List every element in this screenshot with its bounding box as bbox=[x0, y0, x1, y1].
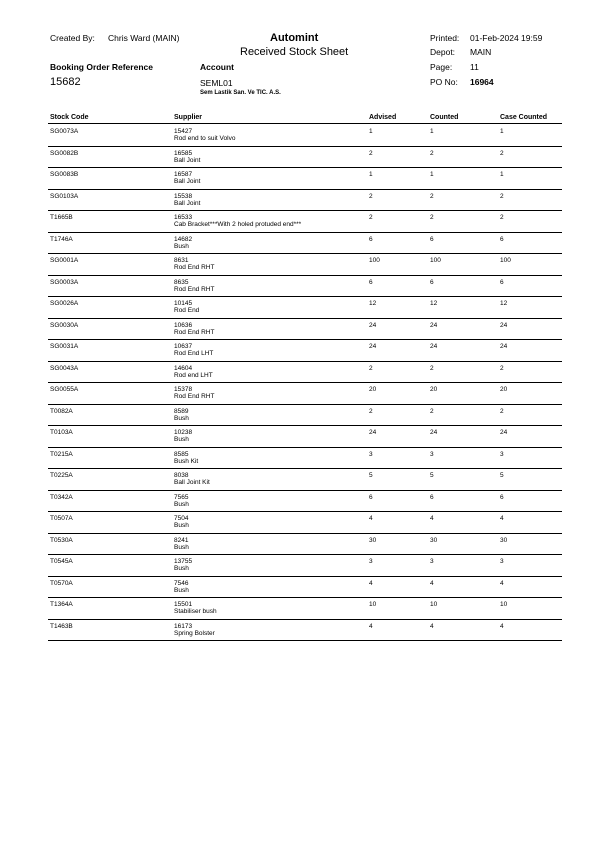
stock-code-cell: SG0073A bbox=[50, 128, 79, 135]
counted-cell: 2 bbox=[430, 364, 434, 372]
column-header-advised: Advised bbox=[369, 114, 397, 121]
table-row bbox=[0, 620, 595, 642]
table-row bbox=[0, 168, 595, 190]
item-description-cell: Rod End RHT bbox=[174, 328, 215, 336]
counted-cell: 4 bbox=[430, 622, 434, 630]
stock-code-cell: SG0103A bbox=[50, 192, 79, 200]
depot-label: Depot: bbox=[430, 47, 456, 57]
item-description-cell: Rod End bbox=[174, 307, 200, 314]
advised-cell: 4 bbox=[369, 515, 373, 522]
stock-code-cell: SG0030A bbox=[50, 321, 79, 329]
column-header-counted: Counted bbox=[430, 114, 459, 121]
stock-code-cell: SG0043A bbox=[50, 364, 79, 372]
advised-cell: 4 bbox=[369, 622, 373, 630]
item-description-cell: Rod End RHT bbox=[174, 393, 215, 400]
item-description-cell: Spring Bolster bbox=[174, 629, 215, 637]
case-counted-cell: 3 bbox=[500, 558, 504, 565]
counted-cell: 2 bbox=[430, 214, 434, 221]
advised-cell: 20 bbox=[369, 386, 377, 393]
table-row bbox=[0, 448, 595, 470]
supplier-code-cell: 8038 bbox=[174, 472, 189, 479]
table-row bbox=[0, 577, 595, 599]
item-description-cell: Bush bbox=[174, 522, 189, 529]
supplier-code-cell: 13755 bbox=[174, 558, 193, 565]
case-counted-cell: 4 bbox=[500, 579, 504, 587]
supplier-code-cell: 10145 bbox=[174, 300, 193, 307]
counted-cell: 6 bbox=[430, 278, 434, 286]
supplier-code-cell: 8585 bbox=[174, 450, 189, 458]
report-title: Received Stock Sheet bbox=[240, 46, 349, 58]
supplier-code-cell: 15538 bbox=[174, 192, 193, 200]
supplier-code-cell: 14604 bbox=[174, 364, 193, 372]
case-counted-cell: 2 bbox=[500, 192, 504, 200]
advised-cell: 2 bbox=[369, 192, 373, 200]
table-row bbox=[0, 319, 595, 341]
case-counted-cell: 24 bbox=[500, 429, 508, 436]
counted-cell: 20 bbox=[430, 386, 438, 393]
page-number: 11 bbox=[470, 62, 479, 72]
table-row bbox=[0, 512, 595, 534]
stock-code-cell: T0530A bbox=[50, 536, 73, 544]
supplier-code-cell: 8635 bbox=[174, 278, 189, 286]
item-description-cell: Bush bbox=[174, 500, 189, 508]
supplier-code-cell: 15427 bbox=[174, 128, 193, 135]
advised-cell: 6 bbox=[369, 278, 373, 286]
case-counted-cell: 3 bbox=[500, 450, 504, 458]
advised-cell: 12 bbox=[369, 300, 377, 307]
item-description-cell: Rod End LHT bbox=[174, 350, 214, 357]
stock-code-cell: T1364A bbox=[50, 601, 73, 608]
account-label: Account bbox=[200, 62, 234, 72]
stock-code-cell: T0215A bbox=[50, 450, 73, 458]
supplier-code-cell: 16533 bbox=[174, 214, 193, 221]
case-counted-cell: 1 bbox=[500, 171, 504, 178]
stock-code-cell: T0082A bbox=[50, 407, 73, 415]
column-header-supplier: Supplier bbox=[174, 114, 203, 121]
table-row bbox=[0, 426, 595, 448]
advised-cell: 100 bbox=[369, 257, 380, 264]
advised-cell: 30 bbox=[369, 536, 377, 544]
case-counted-cell: 2 bbox=[500, 364, 504, 372]
table-row bbox=[0, 254, 595, 276]
column-header-stock-code: Stock Code bbox=[50, 114, 89, 121]
account-name: Sem Lastik San. Ve TIC. A.S. bbox=[200, 90, 281, 96]
booking-order-reference: 15682 bbox=[50, 76, 81, 88]
supplier-code-cell: 10637 bbox=[174, 343, 193, 350]
item-description-cell: Rod end to suit Volvo bbox=[174, 135, 236, 142]
booking-order-label: Booking Order Reference bbox=[50, 62, 153, 72]
stock-code-cell: SG0003A bbox=[50, 278, 79, 286]
table-row bbox=[0, 405, 595, 427]
supplier-code-cell: 8589 bbox=[174, 407, 189, 415]
counted-cell: 3 bbox=[430, 450, 434, 458]
case-counted-cell: 6 bbox=[500, 278, 504, 286]
stock-code-cell: T1746A bbox=[50, 235, 73, 243]
stock-code-cell: SG0055A bbox=[50, 386, 79, 393]
counted-cell: 4 bbox=[430, 515, 434, 522]
item-description-cell: Bush bbox=[174, 565, 189, 572]
case-counted-cell: 5 bbox=[500, 472, 504, 479]
counted-cell: 4 bbox=[430, 579, 434, 587]
item-description-cell: Bush bbox=[174, 436, 189, 443]
item-description-cell: Bush Kit bbox=[174, 457, 199, 465]
supplier-code-cell: 7565 bbox=[174, 493, 189, 501]
case-counted-cell: 1 bbox=[500, 128, 504, 135]
item-description-cell: Bush bbox=[174, 242, 189, 250]
counted-cell: 2 bbox=[430, 192, 434, 200]
table-row bbox=[0, 276, 595, 298]
case-counted-cell: 4 bbox=[500, 622, 504, 630]
stock-code-cell: SG0082B bbox=[50, 149, 79, 157]
advised-cell: 10 bbox=[369, 601, 377, 608]
stock-code-cell: SG0083B bbox=[50, 171, 79, 178]
case-counted-cell: 2 bbox=[500, 407, 504, 415]
row-divider bbox=[48, 640, 562, 641]
advised-cell: 5 bbox=[369, 472, 373, 479]
po-label: PO No: bbox=[430, 77, 458, 87]
case-counted-cell: 12 bbox=[500, 300, 508, 307]
table-row bbox=[0, 362, 595, 384]
counted-cell: 5 bbox=[430, 472, 434, 479]
table-row bbox=[0, 383, 595, 405]
counted-cell: 12 bbox=[430, 300, 438, 307]
supplier-code-cell: 16587 bbox=[174, 171, 193, 178]
header-rule bbox=[48, 123, 562, 124]
item-description-cell: Bush bbox=[174, 414, 189, 422]
stock-code-cell: SG0026A bbox=[50, 300, 79, 307]
table-row bbox=[0, 534, 595, 556]
supplier-code-cell: 10636 bbox=[174, 321, 193, 329]
counted-cell: 6 bbox=[430, 493, 434, 501]
case-counted-cell: 30 bbox=[500, 536, 508, 544]
account-code: SEML01 bbox=[200, 78, 233, 88]
item-description-cell: Cab Bracket***With 2 holed protuded end*** bbox=[174, 221, 302, 228]
case-counted-cell: 100 bbox=[500, 257, 511, 264]
advised-cell: 24 bbox=[369, 321, 377, 329]
counted-cell: 1 bbox=[430, 128, 434, 135]
case-counted-cell: 6 bbox=[500, 493, 504, 501]
created-by-value: Chris Ward (MAIN) bbox=[108, 33, 180, 43]
stock-code-cell: T0570A bbox=[50, 579, 73, 587]
table-row bbox=[0, 147, 595, 169]
advised-cell: 3 bbox=[369, 450, 373, 458]
stock-code-cell: T0225A bbox=[50, 472, 73, 479]
counted-cell: 100 bbox=[430, 257, 441, 264]
item-description-cell: Ball Joint bbox=[174, 156, 201, 164]
stock-code-cell: T1665B bbox=[50, 214, 73, 221]
table-row bbox=[0, 469, 595, 491]
table-row bbox=[0, 297, 595, 319]
supplier-code-cell: 14682 bbox=[174, 235, 193, 243]
advised-cell: 6 bbox=[369, 493, 373, 501]
printed-value: 01-Feb-2024 19:59 bbox=[470, 33, 543, 43]
printed-label: Printed: bbox=[430, 33, 460, 43]
advised-cell: 2 bbox=[369, 149, 373, 157]
supplier-code-cell: 15378 bbox=[174, 386, 193, 393]
stock-code-cell: SG0031A bbox=[50, 343, 79, 350]
page-label: Page: bbox=[430, 62, 453, 72]
advised-cell: 24 bbox=[369, 429, 377, 436]
counted-cell: 24 bbox=[430, 321, 438, 329]
advised-cell: 2 bbox=[369, 214, 373, 221]
table-row bbox=[0, 598, 595, 620]
table-row bbox=[0, 190, 595, 212]
case-counted-cell: 2 bbox=[500, 149, 504, 157]
item-description-cell: Rod end LHT bbox=[174, 371, 213, 379]
stock-code-cell: T0103A bbox=[50, 429, 73, 436]
supplier-code-cell: 8631 bbox=[174, 257, 189, 264]
supplier-code-cell: 8241 bbox=[174, 536, 189, 544]
case-counted-cell: 10 bbox=[500, 601, 508, 608]
supplier-code-cell: 16173 bbox=[174, 622, 193, 630]
case-counted-cell: 2 bbox=[500, 214, 504, 221]
stock-code-cell: T0545A bbox=[50, 558, 73, 565]
counted-cell: 3 bbox=[430, 558, 434, 565]
column-header-case-counted: Case Counted bbox=[500, 114, 548, 121]
advised-cell: 1 bbox=[369, 171, 373, 178]
stock-code-cell: T1463B bbox=[50, 622, 73, 630]
supplier-code-cell: 10238 bbox=[174, 429, 193, 436]
item-description-cell: Bush bbox=[174, 543, 189, 551]
stock-code-cell: SG0001A bbox=[50, 257, 79, 264]
depot-value: MAIN bbox=[470, 47, 492, 57]
table-row bbox=[0, 211, 595, 233]
advised-cell: 2 bbox=[369, 364, 373, 372]
counted-cell: 1 bbox=[430, 171, 434, 178]
case-counted-cell: 24 bbox=[500, 321, 508, 329]
counted-cell: 6 bbox=[430, 235, 434, 243]
table-row bbox=[0, 125, 595, 147]
case-counted-cell: 6 bbox=[500, 235, 504, 243]
counted-cell: 10 bbox=[430, 601, 438, 608]
table-row bbox=[0, 233, 595, 255]
case-counted-cell: 24 bbox=[500, 343, 508, 350]
item-description-cell: Bush bbox=[174, 586, 189, 594]
item-description-cell: Ball Joint bbox=[174, 178, 201, 185]
advised-cell: 4 bbox=[369, 579, 373, 587]
supplier-code-cell: 7504 bbox=[174, 515, 189, 522]
advised-cell: 6 bbox=[369, 235, 373, 243]
stock-code-cell: T0507A bbox=[50, 515, 73, 522]
item-description-cell: Stabiliser bush bbox=[174, 608, 217, 615]
company-name: Automint bbox=[270, 32, 319, 44]
po-number: 16964 bbox=[470, 77, 494, 87]
advised-cell: 1 bbox=[369, 128, 373, 135]
table-row bbox=[0, 491, 595, 513]
supplier-code-cell: 16585 bbox=[174, 149, 193, 157]
counted-cell: 2 bbox=[430, 407, 434, 415]
counted-cell: 30 bbox=[430, 536, 438, 544]
counted-cell: 24 bbox=[430, 343, 438, 350]
item-description-cell: Ball Joint Kit bbox=[174, 479, 210, 486]
item-description-cell: Ball Joint bbox=[174, 199, 201, 207]
case-counted-cell: 20 bbox=[500, 386, 508, 393]
advised-cell: 2 bbox=[369, 407, 373, 415]
counted-cell: 24 bbox=[430, 429, 438, 436]
advised-cell: 3 bbox=[369, 558, 373, 565]
item-description-cell: Rod End RHT bbox=[174, 264, 215, 271]
stock-code-cell: T0342A bbox=[50, 493, 73, 501]
item-description-cell: Rod End RHT bbox=[174, 285, 215, 293]
table-row bbox=[0, 340, 595, 362]
counted-cell: 2 bbox=[430, 149, 434, 157]
supplier-code-cell: 15501 bbox=[174, 601, 193, 608]
advised-cell: 24 bbox=[369, 343, 377, 350]
table-row bbox=[0, 555, 595, 577]
created-by-label: Created By: bbox=[50, 33, 95, 43]
case-counted-cell: 4 bbox=[500, 515, 504, 522]
supplier-code-cell: 7546 bbox=[174, 579, 189, 587]
